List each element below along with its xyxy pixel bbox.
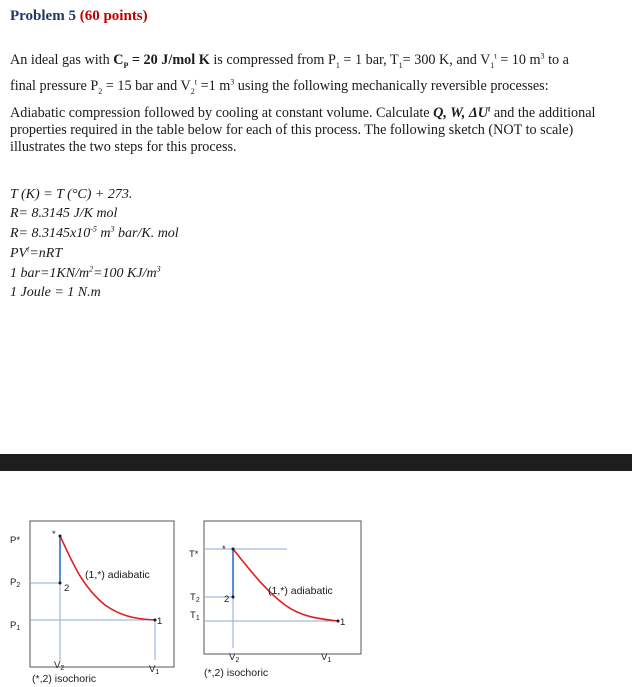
tv-diagram [189,521,361,679]
pv-x-label-v2: $V_2$ [54,660,65,672]
statement-line-2: final pressure $P_2 = 15$ bar and $V_2^t =1$ $m^3$ using the following mechanically reversible processes: [10,77,549,96]
tv-y-label-tstar: T* [189,549,199,560]
statement-line-5: illustrates the two steps for this process. [10,139,237,155]
formula-joule: 1 Joule = 1 N.m [10,285,101,300]
statement-line-1: An ideal gas with $C_P = 20$ J/mol K is compressed from $P_1 = 1$ bar, $T_1= 300$ K, and $V_1^t = 10$ $m^3$ to a [10,51,569,70]
tv-point-2 [232,596,235,599]
formula-ideal-gas: $PV^t=nRT$ [10,244,63,261]
tv-point-star [232,548,235,551]
pv-x-label-v1: $V_1$ [149,664,160,676]
pv-y-label-pstar: P* [10,535,21,546]
formula-bar-conversion: 1 $bar=1KN/m^2=100$ $KJ/m^3$ [10,264,161,281]
tv-point-1-label: 1 [340,617,346,628]
tv-x-label-v2: $V_2$ [229,652,240,664]
pv-diagram [10,521,174,685]
tv-adiabatic-label: (1,*) adiabatic [268,585,333,597]
statement-line-3: Adiabatic compression followed by cooling at constant volume. Calculate Q, W, $\Delta U^t$ and the additional [10,104,596,121]
pv-frame [30,521,174,667]
problem-heading [10,8,148,25]
pv-star-label: * [52,529,56,540]
tv-x-label-v1: $V_1$ [321,652,332,664]
tv-isochoric-caption: (*,2) isochoric [204,667,269,679]
section-divider [0,454,632,471]
tv-star-label: * [222,544,226,555]
tv-point-2-label: 2 [224,594,230,605]
process-sketch [0,471,632,687]
pv-y-label-p2: $P_2$ [10,577,21,589]
formula-gas-constant-bar: $R= 8.3145x10^{-5}$ $m^3$ bar/K. mol [10,224,179,241]
pv-y-label-p1: $P_1$ [10,620,21,632]
problem-title: Problem 5 [10,8,76,24]
formula-gas-constant: R= 8.3145 J/K mol [10,206,118,221]
tv-y-label-t2: $T_2$ [190,592,200,604]
formula-temperature: T (K) = T (°C) + 273. [10,187,133,202]
problem-points: (60 points) [79,8,148,24]
statement-line-4: properties required in the table below for each of this process. The following sketch (NOT to scale) [10,122,574,138]
pv-isochoric-caption: (*,2) isochoric [32,673,97,685]
tv-y-label-t1: $T_1$ [190,610,200,622]
pv-point-1-label: 1 [157,616,163,627]
pv-point-2 [59,582,62,585]
pv-point-2-label: 2 [64,583,70,594]
pv-point-star [59,535,62,538]
pv-adiabatic-label: (1,*) adiabatic [85,569,150,581]
